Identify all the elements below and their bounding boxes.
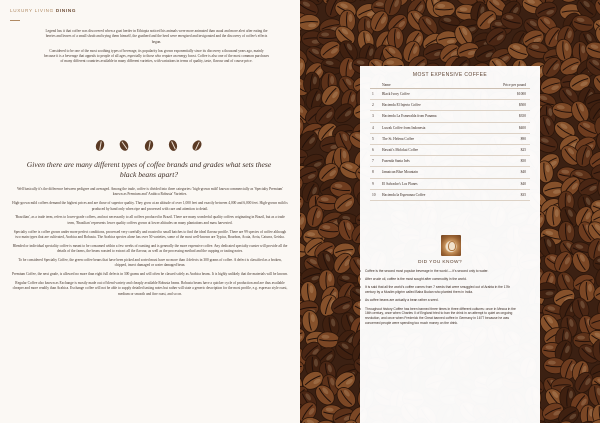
intro-paragraph: Legend has it that coffee was discovered when a goat herder in Ethiopia noticed his animals were more animated than usual and more alert after eating the berries and leaves of a small shrub and trying them himself, the goatherd and the herd were energised and invigorated and the discovery of coffee's effects began. (45, 29, 268, 44)
table-row (370, 122, 530, 133)
cell-price: $1000 (481, 89, 530, 100)
cell-name: Hacienda la Esperanza Coffee (380, 189, 481, 200)
cell-name: Hawaii's Molokai Coffee (380, 144, 481, 155)
header-num (370, 81, 380, 89)
pull-quote: Given there are many different types of coffee brands and grades what sets these black beans apart? (26, 160, 272, 179)
cell-num: 5 (370, 133, 380, 144)
cell-name: The St. Helena Coffee (380, 133, 481, 144)
coffee-bean-icon (118, 138, 130, 151)
coffee-beans-ornament (96, 138, 201, 152)
cell-name: Black Ivory Coffee (380, 89, 481, 100)
body-paragraph: Blended or individual speciality coffee is meant to be consumed within a few weeks of roasting and is generally the more expensive coffee. Any dedicated specialty roaster will provide all the details of the farms, the beans roasted to extract all the flavour, as well as the processing method and the cupping or tasting notes. (12, 243, 288, 254)
list-item: • As coffee beans are actually a bean rather a seed. (360, 298, 520, 303)
coffee-bean-icon (143, 138, 154, 151)
cell-name: Jamaican Blue Mountain (380, 167, 481, 178)
cell-name: Hacienda El Injerto Coffee (380, 100, 481, 111)
header-price: Price per pound (481, 81, 530, 89)
body-paragraph: To be considered Specialty Coffee, the green coffee beans that have been picked and sorted must have no more than 4 defects in 300 grams of coffee. A defect is classified as a broken, chipped, insect damaged or water damaged bean. (18, 258, 282, 268)
cell-num: 8 (370, 167, 380, 178)
brand-rule (10, 20, 20, 21)
table-row (370, 156, 530, 167)
table-row (370, 144, 530, 155)
body-paragraph: Premium Coffee, the next grade, is allowed no more than eight full defects in 300 grams and will often be classed solely as Arabica beans. It is highly unlikely that the materials will be known. (12, 272, 288, 277)
header-name: Name (380, 81, 481, 89)
table-title: MOST EXPENSIVE COFFEE (412, 72, 488, 78)
cell-price: $500 (481, 100, 530, 111)
cell-name: El Salvador's Los Planes (380, 178, 481, 189)
body-paragraph: Well basically it's the difference between pedigree and averaged. Among the trade, coffee is divided into three categories: 'high-grown mild' known commercially as 'Specialty Premium' known as Premium and 'Arabica Robusta' Varieties. (17, 187, 283, 197)
table-row (370, 100, 530, 111)
cell-price: $400 (481, 122, 530, 133)
table-row (370, 111, 530, 122)
cell-num: 2 (370, 100, 380, 111)
cell-num: 3 (370, 111, 380, 122)
table-body (370, 89, 530, 201)
cell-price: $350 (481, 111, 530, 122)
cell-name: Fazenda Santa Inês (380, 156, 481, 167)
cell-price: $25 (481, 144, 530, 155)
cell-price: $50 (481, 156, 530, 167)
cell-price: $90 (481, 133, 530, 144)
list-item: • Coffee is the second most popular beverage in the world — it's second only to water. (360, 269, 520, 274)
list-item: • Throughout history Coffee has been banned three times in three different cultures: once in Mecca in the 16th century, once when Charles II of England tried to ban the drink in an attempt to quiet an ongoing revolution, and once when Frederick the Great banned coffee in Germany in 1677 because he was concerned people were spending too much money on the drink. (360, 307, 520, 326)
cell-num: 7 (370, 156, 380, 167)
cell-num: 1 (370, 89, 380, 100)
table-header-row (370, 81, 530, 89)
coffee-bean-icon (167, 139, 178, 152)
running-head (10, 8, 290, 13)
cell-price: $40 (481, 167, 530, 178)
cell-num: 9 (370, 178, 380, 189)
table-row (370, 167, 530, 178)
cell-num: 4 (370, 122, 380, 133)
info-panel (360, 66, 540, 423)
running-head-section: DINING (55, 8, 77, 13)
intro-text (44, 29, 269, 68)
table-row (370, 133, 530, 144)
cell-num: 10 (370, 189, 380, 200)
coffee-price-table (370, 81, 530, 201)
cell-name: Luwak Coffee from Indonesia (380, 122, 481, 133)
intro-paragraph: Considered to be one of the most soothing types of beverage, its popularity has grown exponentially since its discovery a thousand years ago, mainly because it is a beverage that appeals to people of all ages, especially to those who require an energy boost. Coffee is also one of the most common purchases of many different countries available in many different varieties, with variations in terms of quality, taste, flavour and of course price. (44, 48, 270, 64)
body-paragraph: Regular Coffee also known as Exchange is mostly made out of blend variety and cheaply available Robusta beans. Robusta beans have a quicker cycle of production and are thus available cheaper and more readily than Arabica. Exchange coffee will not be able to supply detailed tasting notes but rather will state a generic description for the most profile, e.g. espresso style roast, medium or smooth and fine roast, and so on. (12, 281, 288, 296)
list-item: • It is said that all the world's coffee comes from 7 seeds that were smuggled out of Arabia in the 17th century by a Muslim pilgrim called Baba Budan who planted them in India. (360, 285, 520, 295)
right-page (300, 0, 600, 423)
body-paragraph: Specialty coffee is coffee grown under more perfect conditions, processed very carefully and roasted to small batches to find the ideal flavour profile. There are 99 species of coffee although two main types that are cultivated, Arabica and Robusta. The Arabica species alone has over 50 varieties, some of the most well-known are Typica, Bourbon, Acaia, Arria, Caturra, Geisha. (13, 229, 287, 240)
cell-num: 6 (370, 144, 380, 155)
cell-price: $40 (481, 178, 530, 189)
body-paragraph: High-grown mild coffees demand the highest prices and are those of superior quality. They grow at an altitude of over 1,000 feet and exactly between 4,000 and 6,000 feet. High-grown mild is produced by hand only when ripe and processed with care and attention to detail. (12, 201, 288, 211)
table-row (370, 89, 530, 100)
body-paragraph: 'Brazilian', as a trade term, refers to lower-grade coffees, and not necessarily to all coffees produced in Brazil. There are many wonderful quality coffees originating in Brazil, but as a trade term, 'Brazilian' represents lower quality coffees grown at lower altitudes on many plantations and mass harvested. (15, 215, 285, 225)
coffee-bean-icon (191, 138, 204, 152)
latte-art-image (441, 235, 461, 256)
cell-price: $35 (481, 189, 530, 200)
running-head-brand: LUXURY LIVING (10, 8, 54, 13)
cell-name: Hacienda La Esmeralda from Panama (380, 111, 481, 122)
coffee-bean-icon (94, 138, 105, 151)
did-you-know-title: DID YOU KNOW? (417, 260, 463, 265)
body-text (12, 187, 288, 301)
table-row (370, 189, 530, 200)
list-item: • After crude oil, coffee is the most sought after commodity in the world. (360, 277, 520, 282)
table-row (370, 178, 530, 189)
did-you-know-list (360, 269, 520, 329)
